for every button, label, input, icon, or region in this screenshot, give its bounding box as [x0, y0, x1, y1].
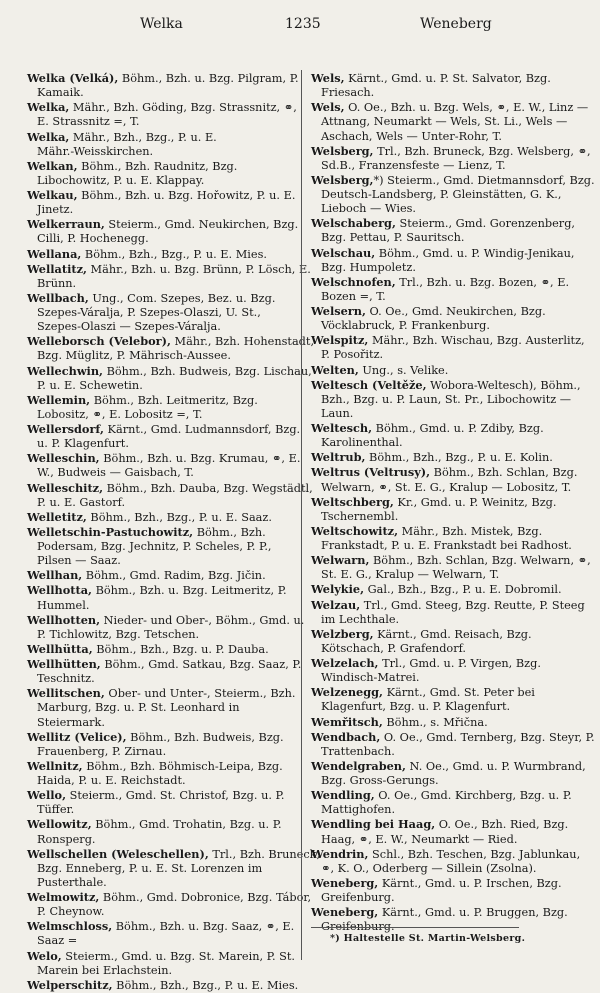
dictionary-entry: Wellowitz, Böhm., Gmd. Trohatin, Bzg. u. P. Ronsperg.: [27, 817, 282, 846]
dictionary-entry: Wemřitsch, Böhm., s. Mřična.: [311, 714, 488, 729]
dictionary-entry: Wellitz (Velice), Böhm., Bzh. Budweis, Bzg. Frauenberg, P. Zirnau.: [27, 729, 284, 758]
dictionary-entry: Weltrus (Veltrusy), Böhm., Bzh. Schlan, Bzg. Welwarn, ⚭, St. E. G., Kralup — Lobositz, T.: [311, 465, 578, 494]
dictionary-entry: Welzberg, Kärnt., Gmd. Reisach, Bzg. Kötschach, P. Grafendorf.: [311, 626, 532, 655]
dictionary-entry: Welspitz, Mähr., Bzh. Wischau, Bzg. Austerlitz, P. Posořitz.: [311, 333, 585, 362]
dictionary-entry: Welten, Ung., s. Velike.: [311, 362, 449, 377]
dictionary-entry: Welleschin, Böhm., Bzh. u. Bzg. Krumau, ⚭, E. W., Budweis — Gaisbach, T.: [27, 451, 301, 480]
dictionary-entry: Welkerraun, Steierm., Gmd. Neukirchen, Bzg. Cilli, P. Hochenegg.: [27, 217, 299, 246]
dictionary-entry: Wello, Steierm., Gmd. St. Christof, Bzg. u. P. Tüffer.: [27, 788, 285, 817]
dictionary-entry: Wendling bei Haag, O. Oe., Bzh. Ried, Bzg. Haag, ⚭, E. W., Neumarkt — Ried.: [311, 817, 569, 846]
dictionary-entry: Welmowitz, Böhm., Gmd. Dobronice, Bzg. Tábor, P. Cheynow.: [27, 890, 312, 919]
dictionary-entry: Welka (Velká), Böhm., Bzh. u. Bzg. Pilgram, P. Kamaik.: [27, 71, 299, 100]
dictionary-entry: Weltesch, Böhm., Gmd. u. P. Zdiby, Bzg. Karolinenthal.: [311, 421, 544, 450]
dictionary-entry: Welschaberg, Steierm., Gmd. Gorenzenberg, Bzg. Pettau, P. Sauritsch.: [311, 216, 576, 245]
dictionary-entry: Welzau, Trl., Gmd. Steeg, Bzg. Reutte, P. Steeg im Lechthale.: [311, 597, 585, 626]
dictionary-entry: Welzelach, Trl., Gmd. u. P. Virgen, Bzg. Windisch-Matrei.: [311, 656, 541, 685]
dictionary-entry: Wellana, Böhm., Bzh., Bzg., P. u. E. Mies.: [27, 246, 267, 261]
dictionary-entry: Welletitz, Böhm., Bzh., Bzg., P. u. E. Saaz.: [27, 509, 272, 524]
right-column: [311, 71, 595, 934]
dictionary-entry: Welschau, Böhm., Gmd. u. P. Windig-Jenikau, Bzg. Humpoletz.: [311, 245, 575, 274]
dictionary-entry: Welo, Steierm., Gmd. u. Bzg. St. Marein, P. St. Marein bei Erlachstein.: [27, 948, 296, 977]
dictionary-entry: Welperschitz, Böhm., Bzh., Bzg., P. u. E. Mies.: [27, 977, 299, 992]
dictionary-entry: Welschnofen, Trl., Bzh. u. Bzg. Bozen, ⚭, E. Bozen =, T.: [311, 274, 570, 303]
dictionary-entry: Wellersdorf, Kärnt., Gmd. Ludmannsdorf, Bzg. u. P. Klagenfurt.: [27, 422, 301, 451]
dictionary-entry: Wellhotta, Böhm., Bzh. u. Bzg. Leitmeritz, P. Hummel.: [27, 583, 287, 612]
footnote: *) Haltestelle St. Martin-Welsberg.: [330, 933, 526, 944]
dictionary-entry: Welletschin-Pastuchowitz, Böhm., Bzh. Podersam, Bzg. Jechnitz, P. Scheles, P. P., Pilsen — Saaz.: [27, 524, 272, 568]
dictionary-entry: Wels, Kärnt., Gmd. u. P. St. Salvator, Bzg. Friesach.: [311, 71, 551, 100]
dictionary-entry: Wellechwin, Böhm., Bzh. Budweis, Bzg. Lischau, P. u. E. Schewetin.: [27, 363, 312, 392]
dictionary-entry: Wellhan, Böhm., Gmd. Radim, Bzg. Jičin.: [27, 568, 266, 583]
dictionary-entry: Wellemin, Böhm., Bzh. Leitmeritz, Bzg. Lobositz, ⚭, E. Lobositz =, T.: [27, 392, 258, 421]
dictionary-entry: Welka, Mähr., Bzh. Göding, Bzg. Strassnitz, ⚭, E. Strassnitz =, T.: [27, 100, 297, 129]
dictionary-entry: Wendelgraben, N. Oe., Gmd. u. P. Wurmbrand, Bzg. Gross-Gerungs.: [311, 758, 586, 787]
dictionary-entry: Wellnitz, Böhm., Bzh. Böhmisch-Leipa, Bzg. Haida, P. u. E. Reichstadt.: [27, 758, 283, 787]
dictionary-entry: Welkan, Böhm., Bzh. Raudnitz, Bzg. Libochowitz, P. u. E. Klappay.: [27, 158, 238, 187]
dictionary-entry: Welmschloss, Böhm., Bzh. u. Bzg. Saaz, ⚭, E. Saaz =: [27, 919, 295, 948]
dictionary-entry: Welsberg,*) Steierm., Gmd. Dietmannsdorf, Bzg. Deutsch-Landsberg, P. Gleinstätten, G. K., Lieboch — Wies.: [311, 172, 595, 216]
left-column: [27, 71, 321, 993]
dictionary-entry: Wellhotten, Nieder- und Ober-, Böhm., Gmd. u. P. Tichlowitz, Bzg. Tetschen.: [27, 612, 305, 641]
dictionary-entry: Welykie, Gal., Bzh., Bzg., P. u. E. Dobromil.: [311, 582, 562, 597]
dictionary-entry: Wellhütta, Böhm., Bzh., Bzg. u. P. Dauba.: [27, 641, 269, 656]
dictionary-entry: Wellhütten, Böhm., Gmd. Satkau, Bzg. Saaz, P. Teschnitz.: [27, 657, 302, 686]
dictionary-entry: Wels, O. Oe., Bzh. u. Bzg. Wels, ⚭, E. W., Linz — Attnang, Neumarkt — Wels, St. Li., Wels — Aschach, Wels — Unter-Rohr, T.: [311, 100, 589, 143]
dictionary-entry: Wellschellen (Weleschellen), Trl., Bzh. Bruneck, Bzg. Enneberg, P. u. E. St. Lorenzen im Pusterthale.: [27, 846, 321, 889]
dictionary-entry: Welzenegg, Kärnt., Gmd. St. Peter bei Klagenfurt, Bzg. u. P. Klagenfurt.: [311, 685, 535, 714]
footnote-rule: [311, 927, 519, 928]
dictionary-entry: Weltesch (Veltěže, Wobora-Weltesch), Böhm., Bzh., Bzg. u. P. Laun, St. Pr., Libochowitz — Laun.: [311, 377, 581, 420]
header-left-word: Welka: [140, 16, 183, 32]
dictionary-entry: Weneberg, Kärnt., Gmd. u. P. Irschen, Bzg. Greifenburg.: [311, 875, 562, 904]
dictionary-entry: Welsberg, Trl., Bzh. Bruneck, Bzg. Welsberg, ⚭, Sd.B., Franzensfeste — Lienz, T.: [311, 143, 591, 172]
dictionary-entry: Wellitschen, Ober- und Unter-, Steierm., Bzh. Marburg, Bzg. u. P. St. Leonhard in Steiermark.: [27, 686, 296, 729]
dictionary-entry: Weltschberg, Kr., Gmd. u. P. Weinitz, Bzg. Tschernembl.: [311, 494, 557, 523]
dictionary-entry: Welka, Mähr., Bzh., Bzg., P. u. E. Mähr.-Weisskirchen.: [27, 129, 217, 158]
page-header: [0, 8, 600, 36]
dictionary-entry: Wendling, O. Oe., Gmd. Kirchberg, Bzg. u. P. Mattighofen.: [311, 788, 572, 817]
dictionary-entry: Welleschitz, Böhm., Bzh. Dauba, Bzg. Wegstädtl, P. u. E. Gastorf.: [27, 480, 313, 509]
dictionary-entry: Weltschowitz, Mähr., Bzh. Mistek, Bzg. Frankstadt, P. u. E. Frankstadt bei Radhost.: [311, 523, 572, 552]
dictionary-entry: Wendbach, O. Oe., Gmd. Ternberg, Bzg. Steyr, P. Trattenbach.: [311, 729, 595, 758]
column-divider: [301, 70, 302, 960]
dictionary-entry: Welwarn, Böhm., Bzh. Schlan, Bzg. Welwarn, ⚭, St. E. G., Kralup — Welwarn, T.: [311, 553, 591, 582]
dictionary-entry: Weltrub, Böhm., Bzh., Bzg., P. u. E. Kolin.: [311, 450, 553, 465]
header-right-word: Weneberg: [420, 16, 492, 32]
dictionary-entry: Weneberg, Kärnt., Gmd. u. P. Bruggen, Bzg. Greifenburg.: [311, 905, 568, 934]
dictionary-entry: Wellatitz, Mähr., Bzh. u. Bzg. Brünn, P. Lösch, E. Brünn.: [27, 261, 311, 290]
dictionary-entry: Welkau, Böhm., Bzh. u. Bzg. Hořowitz, P. u. E. Jinetz.: [27, 188, 296, 217]
dictionary-entry: Welsern, O. Oe., Gmd. Neukirchen, Bzg. Vöcklabruck, P. Frankenburg.: [311, 304, 546, 333]
dictionary-entry: Welleborsch (Velebor), Mähr., Bzh. Hohenstadt, Bzg. Müglitz, P. Mährisch-Aussee.: [27, 334, 315, 363]
dictionary-entry: Wellbach, Ung., Com. Szepes, Bez. u. Bzg. Szepes-Váralja, P. Szepes-Olaszi, U. St., Szepes-Olaszi — Szepes-Váralja.: [27, 290, 276, 334]
page-number: 1235: [285, 16, 321, 32]
dictionary-entry: Wendrin, Schl., Bzh. Teschen, Bzg. Jablunkau, ⚭, K. O., Oderberg — Sillein (Zsolna).: [311, 846, 581, 875]
